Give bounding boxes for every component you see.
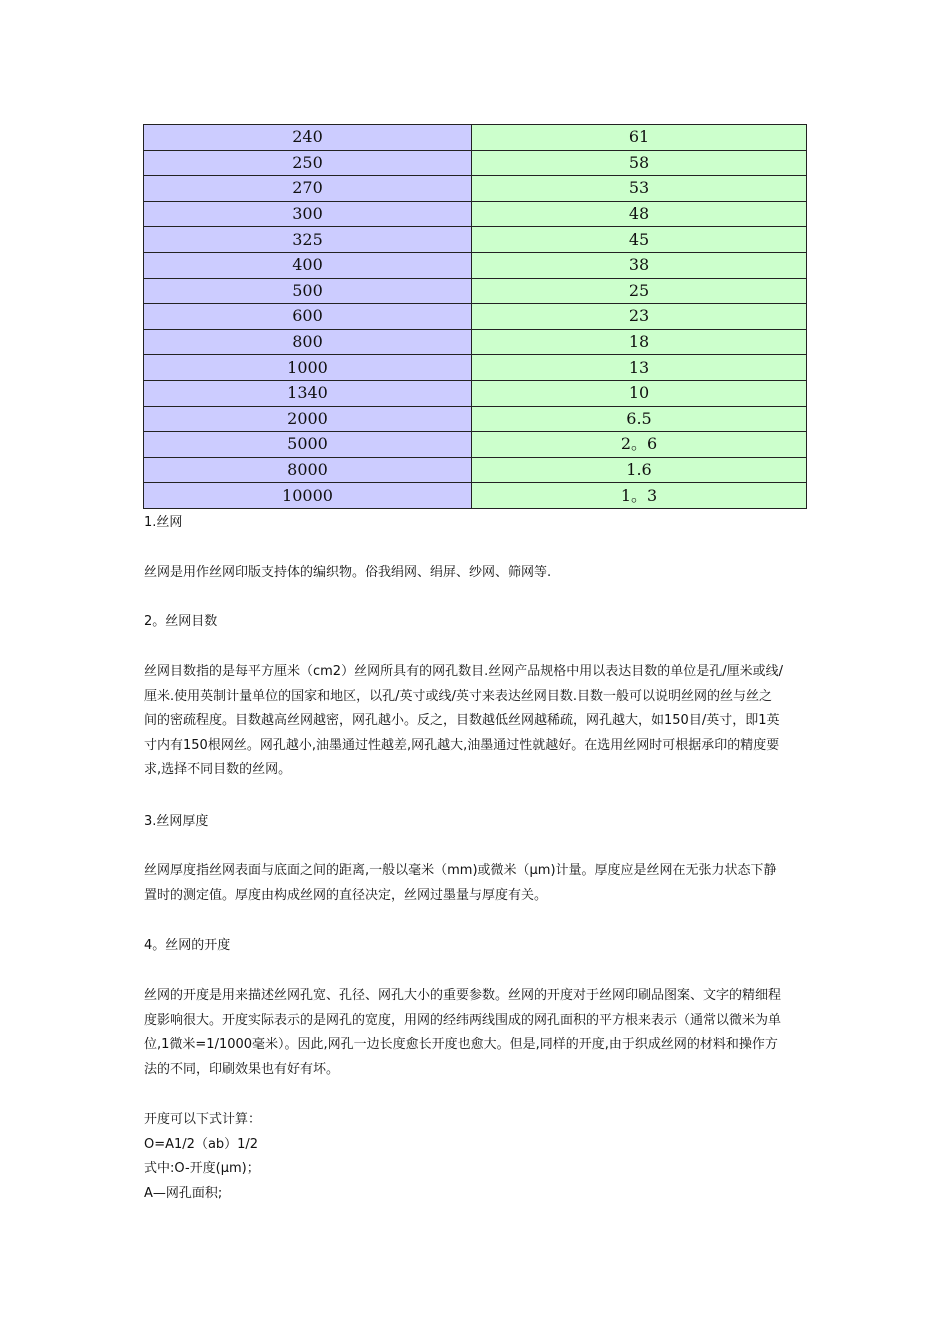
opening-value-cell: 1。3 — [472, 483, 807, 509]
section-1-heading — [144, 511, 784, 536]
section-heading: 3.丝网厚度 — [144, 814, 209, 829]
section-4-heading — [144, 934, 784, 959]
section-3-body — [144, 859, 784, 908]
section-4-body — [144, 984, 784, 1082]
mesh-count-cell: 1000 — [144, 355, 472, 381]
section-paragraph: 丝网是用作丝网印版支持体的编织物。俗我绢网、绢屏、纱网、筛网等. — [144, 565, 552, 580]
opening-value-cell: 10 — [472, 380, 807, 406]
formula-intro: 开度可以下式计算： — [144, 1112, 262, 1127]
section-1-body — [144, 561, 784, 586]
opening-value-cell: 23 — [472, 304, 807, 330]
table-row — [144, 125, 807, 151]
mesh-count-cell: 600 — [144, 304, 472, 330]
formula-expression: O=A1/2（ab）1/2 — [144, 1136, 259, 1152]
table-row — [144, 329, 807, 355]
mesh-table-body — [144, 125, 807, 509]
table-row — [144, 380, 807, 406]
section-2-heading — [144, 610, 784, 635]
section-paragraph: 丝网厚度指丝网表面与底面之间的距离,一般以毫米（mm)或微米（μm)计量。厚度应是丝网在无张力状态下静置时的测定值。厚度由构成丝网的直径决定，丝网过墨量与厚度有关。 — [144, 863, 777, 903]
table-row — [144, 432, 807, 458]
mesh-count-cell: 240 — [144, 125, 472, 151]
mesh-count-cell: 325 — [144, 227, 472, 253]
mesh-count-cell: 800 — [144, 329, 472, 355]
mesh-count-cell: 270 — [144, 176, 472, 202]
table-row — [144, 483, 807, 509]
opening-value-cell: 13 — [472, 355, 807, 381]
opening-value-cell: 45 — [472, 227, 807, 253]
section-heading: 4。丝网的开度 — [144, 938, 231, 953]
table-row — [144, 457, 807, 483]
formula-definition-o: 式中:O-开度(μm)； — [144, 1161, 260, 1176]
section-3-heading — [144, 810, 784, 835]
opening-value-cell: 2。6 — [472, 432, 807, 458]
table-row — [144, 227, 807, 253]
table-row — [144, 406, 807, 432]
mesh-count-cell: 10000 — [144, 483, 472, 509]
mesh-count-cell: 5000 — [144, 432, 472, 458]
mesh-count-cell: 250 — [144, 150, 472, 176]
section-heading: 1.丝网 — [144, 515, 183, 530]
section-paragraph: 丝网目数指的是每平方厘米（cm2）丝网所具有的网孔数目.丝网产品规格中用以表达目数的单位是孔/厘米或线/厘米.使用英制计量单位的国家和地区，以孔/英寸或线/英寸来表达丝网目数.目数一般可以说明丝网的丝与丝之间的密疏程度。目数越高丝网越密，网孔越小。反之，目数越低丝网越稀疏，网孔越大，如150目/英寸，即1英寸内有150根网丝。网孔越小,油墨通过性越差,网孔越大,油墨通过性就越好。在选用丝网时可根据承印的精度要求,选择不同目数的丝网。 — [144, 664, 783, 777]
table-row — [144, 355, 807, 381]
opening-value-cell: 48 — [472, 201, 807, 227]
mesh-count-cell: 300 — [144, 201, 472, 227]
table-row — [144, 252, 807, 278]
opening-value-cell: 25 — [472, 278, 807, 304]
formula-definition-a: A—网孔面积; — [144, 1185, 223, 1201]
opening-value-cell: 1.6 — [472, 457, 807, 483]
opening-value-cell: 58 — [472, 150, 807, 176]
table-row — [144, 304, 807, 330]
mesh-count-cell: 2000 — [144, 406, 472, 432]
opening-value-cell: 61 — [472, 125, 807, 151]
section-2-body — [144, 660, 784, 783]
section-heading: 2。丝网目数 — [144, 614, 218, 629]
mesh-count-cell: 8000 — [144, 457, 472, 483]
table-row — [144, 176, 807, 202]
opening-value-cell: 53 — [472, 176, 807, 202]
section-paragraph: 丝网的开度是用来描述丝网孔宽、孔径、网孔大小的重要参数。丝网的开度对于丝网印刷品图案、文字的精细程度影响很大。开度实际表示的是网孔的宽度，用网的经纬两线围成的网孔面积的平方根来表示（通常以微米为单位,1微米=1/1000毫米）。因此,网孔一边长度愈长开度也愈大。但是,同样的开度,由于织成丝网的材料和操作方法的不同，印刷效果也有好有坏。 — [144, 988, 782, 1077]
opening-value-cell: 18 — [472, 329, 807, 355]
opening-value-cell: 38 — [472, 252, 807, 278]
table-row — [144, 150, 807, 176]
mesh-count-cell: 400 — [144, 252, 472, 278]
mesh-count-cell: 500 — [144, 278, 472, 304]
table-row — [144, 278, 807, 304]
opening-value-cell: 6.5 — [472, 406, 807, 432]
formula-block — [144, 1108, 784, 1206]
mesh-count-cell: 1340 — [144, 380, 472, 406]
mesh-opening-table — [143, 124, 807, 509]
table-row — [144, 201, 807, 227]
